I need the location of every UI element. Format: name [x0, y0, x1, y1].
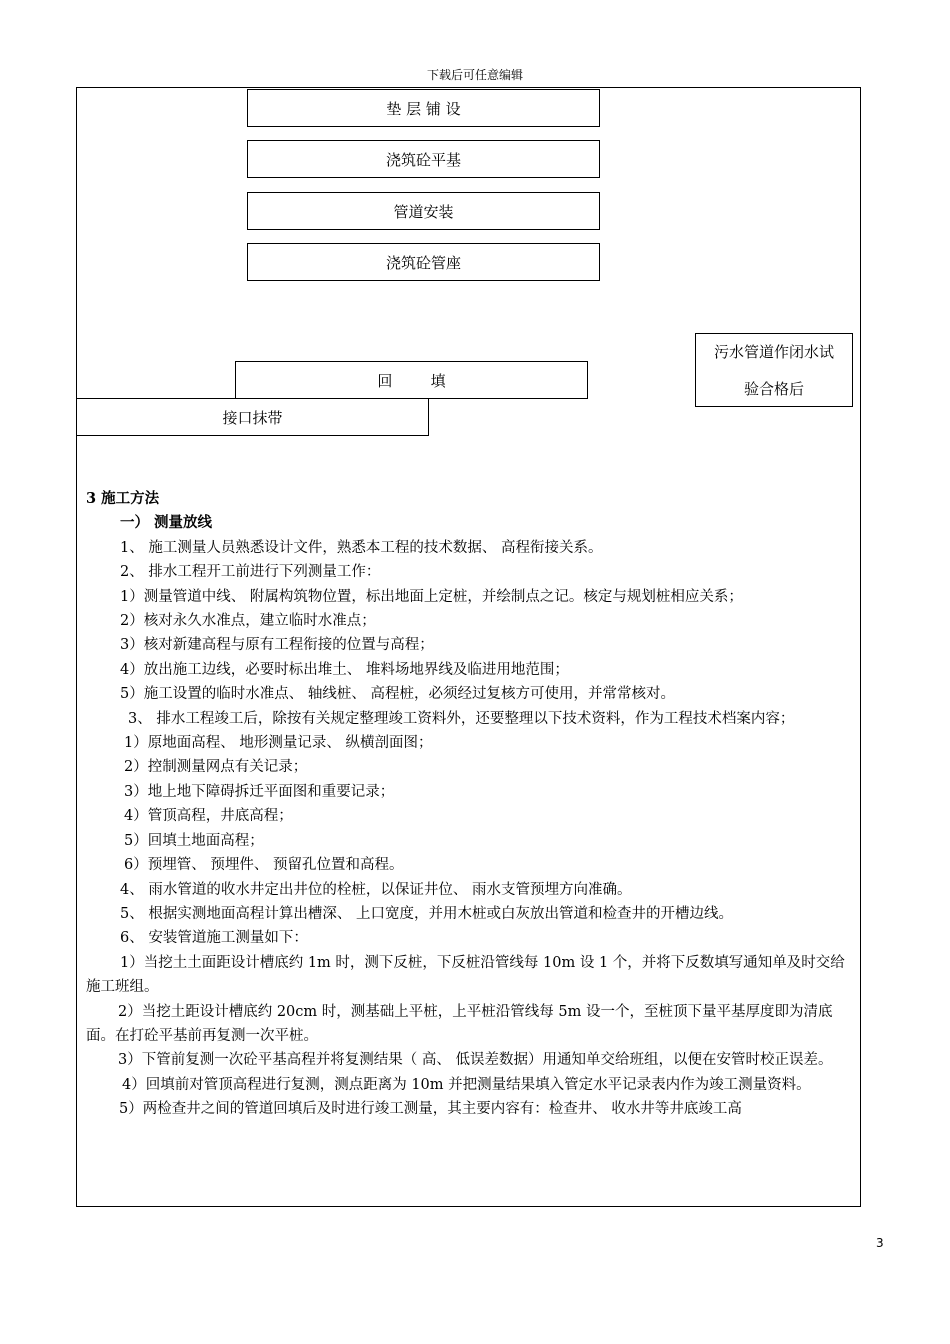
page-header: 下载后可任意编辑 — [426, 68, 523, 82]
construction-method — [86, 487, 856, 1122]
text-line: 4）管顶高程，井底高程； — [124, 808, 293, 825]
flow-side-note — [695, 333, 853, 407]
text-paragraph: 2）当挖土距设计槽底约 20cm 时，测基础上平桩，上平桩沿管线每 5m 设一个，至桩顶下量平基厚度即为清底面。在打砼平基前再复测一次平桩。 — [86, 1003, 833, 1044]
flow-step-saddle: 浇筑砼管座 — [247, 243, 600, 281]
text-line: 4、 雨水管道的收水井定出井位的栓桩，以保证井位、 雨水支管预埋方向准确。 — [120, 881, 632, 898]
text-line: 5）回填土地面高程； — [124, 832, 264, 849]
flow-step-cushion: 垫 层 铺 设 — [247, 89, 600, 127]
text-line: 5）两检查井之间的管道回填后及时进行竣工测量，其主要内容有：检查井、 收水井等井底竣工高 — [119, 1101, 742, 1118]
text-line: 1）原地面高程、 地形测量记录、 纵横剖面图； — [124, 735, 433, 752]
text-paragraph: 3、 排水工程竣工后，除按有关规定整理竣工资料外，还要整理以下技术资料，作为工程技术档案内容； — [128, 710, 795, 727]
flow-step-backfill: 回 填 — [235, 361, 588, 399]
text-line: 5）施工设置的临时水准点、 轴线桩、 高程桩，必须经过复核方可使用，并常常核对。 — [120, 686, 675, 703]
text-line: 5、 根据实测地面高程计算出槽深、 上口宽度，并用木桩或白灰放出管道和检查井的开槽边线。 — [120, 905, 733, 922]
flow-step-pipe: 管道安装 — [247, 192, 600, 230]
side-note-line2: 验合格后 — [743, 380, 804, 398]
text-line: 4）放出施工边线，必要时标出堆土、 堆料场地界线及临进用地范围； — [120, 661, 569, 678]
section-subtitle: 一） 测量放线 — [120, 514, 213, 532]
text-paragraph: 4）回填前对管顶高程进行复测，测点距离为 10m 并把测量结果填入管定水平记录表内作为竣工测量资料。 — [122, 1076, 811, 1093]
text-line: 6）预埋管、 预埋件、 预留孔位置和高程。 — [124, 857, 404, 874]
text-line: 1、 施工测量人员熟悉设计文件，熟悉本工程的技术数据、 高程衔接关系。 — [120, 539, 603, 556]
side-note-line1: 污水管道作闭水试 — [713, 343, 834, 361]
text-line: 3）地上地下障碍拆迁平面图和重要记录； — [124, 783, 395, 800]
text-line: 6、 安装管道施工测量如下： — [120, 930, 308, 947]
text-line: 1）测量管道中线、 附属构筑物位置，标出地面上定桩，并绘制点之记。核定与规划桩相应关系； — [120, 588, 743, 605]
text-line: 2）控制测量网点有关记录； — [124, 759, 308, 776]
section-title: 3 施工方法 — [86, 490, 160, 507]
flow-step-base: 浇筑砼平基 — [247, 140, 600, 178]
text-line: 2）核对永久水准点，建立临时水准点； — [120, 613, 376, 630]
text-paragraph: 3）下管前复测一次砼平基高程并将复测结果（ 高、 低误差数据）用通知单交给班组，以便在安管时校正误差。 — [118, 1052, 833, 1069]
text-line: 3）核对新建高程与原有工程衔接的位置与高程； — [120, 637, 434, 654]
text-paragraph: 1）当挖土土面距设计槽底约 1m 时，测下反桩，下反桩沿管线每 10m 设 1 个，并将下反数填写通知单及时交给施工班组。 — [86, 954, 845, 996]
page-number: 3 — [876, 1236, 884, 1250]
text-line: 2、 排水工程开工前进行下列测量工作： — [120, 564, 381, 581]
flow-step-joint: 接口抹带 — [76, 398, 429, 436]
